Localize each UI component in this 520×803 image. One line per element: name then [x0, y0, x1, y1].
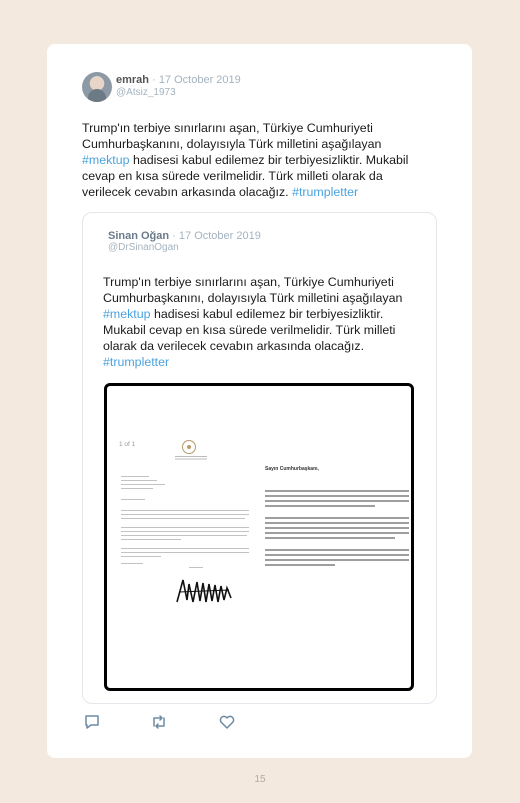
- avatar[interactable]: [82, 72, 112, 102]
- tweet-text-part-2: hadisesi kabul edilemez bir terbiyesizliktir. Mukabil cevap en kısa sürede verilmelidir. Türk milleti olarak da verilecek cevabın arkasında olacağız.: [82, 153, 409, 199]
- quoted-hashtag-mektup[interactable]: #mektup: [103, 307, 151, 321]
- quoted-date: · 17 October 2019: [172, 230, 261, 242]
- signature: [175, 574, 233, 608]
- quoted-text-part-2: hadisesi kabul edilemez bir terbiyesizliktir. Mukabil cevap en kısa sürede verilmelidir. Türk milleti olarak da verilecek cevabın arkasında olacağız.: [103, 307, 396, 353]
- page-indicator: 1 of 1: [119, 441, 136, 448]
- quoted-handle[interactable]: @DrSinanOgan: [108, 242, 179, 253]
- hashtag-mektup[interactable]: #mektup: [82, 153, 130, 167]
- quoted-author-line: [108, 230, 261, 242]
- retweet-icon[interactable]: [150, 713, 168, 731]
- quoted-text-part-1: Trump'ın terbiye sınırlarını aşan, Türkiye Cumhuriyeti Cumhurbaşkanını, dolayısıyla Türk milletini aşağılayan: [103, 275, 403, 305]
- quoted-author-name[interactable]: Sinan Oğan: [108, 230, 170, 242]
- tweet-author-line: [116, 74, 241, 86]
- letterhead: [175, 456, 207, 461]
- letter-right-heading: Sayın Cumhurbaşkanı,: [265, 466, 319, 472]
- tweet-handle[interactable]: @Atsiz_1973: [116, 87, 176, 98]
- tweet-author-name[interactable]: emrah: [116, 74, 150, 86]
- reply-icon[interactable]: [83, 713, 101, 731]
- tweet-date: · 17 October 2019: [152, 74, 241, 86]
- quoted-hashtag-trumpletter[interactable]: #trumpletter: [103, 355, 170, 369]
- quoted-text: [103, 274, 413, 370]
- tweet-text-part-1: Trump'ın terbiye sınırlarını aşan, Türkiye Cumhuriyeti Cumhurbaşkanını, dolayısıyla Türk milletini aşağılayan: [82, 121, 382, 151]
- heart-icon[interactable]: [218, 713, 236, 731]
- page-number: 15: [254, 774, 266, 785]
- hashtag-trumpletter[interactable]: #trumpletter: [292, 185, 359, 199]
- tweet-text: [82, 120, 422, 200]
- letter-image[interactable]: [104, 383, 414, 691]
- seal-icon: [182, 440, 196, 454]
